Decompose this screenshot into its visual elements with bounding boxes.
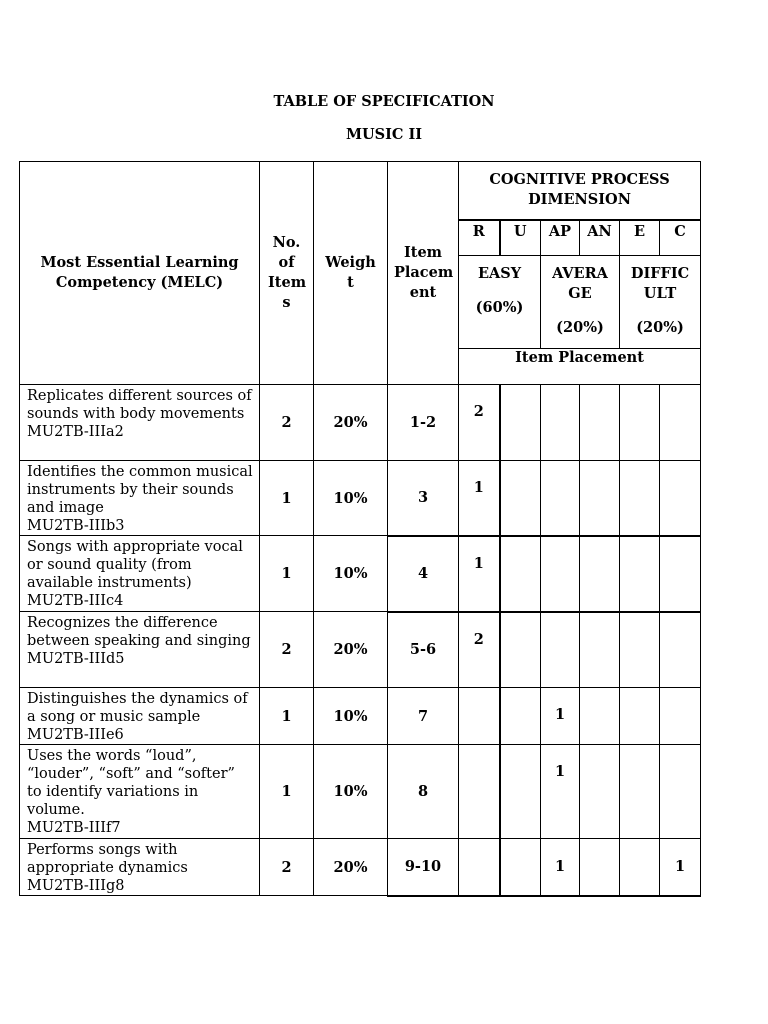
- specification-table: [19, 161, 701, 897]
- level-cell-u: [500, 688, 541, 745]
- level-cell-e: [620, 385, 660, 461]
- level-header-e: E: [620, 220, 660, 256]
- no-of-items-cell: 2: [260, 839, 314, 896]
- level-cell-c: [660, 461, 701, 536]
- level-header-c: C: [660, 220, 701, 256]
- melc-cell: [20, 688, 260, 745]
- melc-cell: [20, 839, 260, 896]
- melc-code: MU2TB-IIIe6: [27, 727, 124, 743]
- header-cognitive-process: COGNITIVE PROCESS DIMENSION: [459, 162, 701, 220]
- difficulty-average-label: AVERA GE: [552, 265, 608, 302]
- no-of-items-cell: 2: [260, 385, 314, 461]
- table-row: [20, 612, 701, 688]
- level-cell-an: [580, 461, 620, 536]
- table-row: [20, 688, 701, 745]
- weight-cell: 20%: [314, 612, 388, 688]
- melc-code: MU2TB-IIId5: [27, 651, 125, 667]
- level-cell-an: [580, 745, 620, 839]
- melc-cell: [20, 612, 260, 688]
- header-weight: Weigh t: [314, 162, 388, 385]
- header-item-placement: Item Placem ent: [388, 162, 459, 385]
- level-cell-r: 2: [459, 612, 500, 688]
- no-of-items-cell: 1: [260, 745, 314, 839]
- level-cell-u: [500, 385, 541, 461]
- melc-cell: [20, 461, 260, 536]
- level-header-an: AN: [580, 220, 620, 256]
- level-cell-r: 1: [459, 536, 500, 612]
- level-header-u: U: [500, 220, 541, 256]
- level-cell-u: [500, 461, 541, 536]
- level-cell-u: [500, 536, 541, 612]
- difficulty-average: [541, 256, 620, 349]
- level-cell-r: [459, 688, 500, 745]
- level-cell-u: [500, 612, 541, 688]
- level-cell-r: 1: [459, 461, 500, 536]
- level-cell-an: [580, 536, 620, 612]
- table-row: [20, 461, 701, 536]
- weight-cell: 10%: [314, 745, 388, 839]
- level-cell-an: [580, 385, 620, 461]
- level-cell-e: [620, 536, 660, 612]
- no-of-items-cell: 1: [260, 688, 314, 745]
- level-header-r: R: [459, 220, 500, 256]
- level-cell-r: [459, 839, 500, 896]
- weight-cell: 20%: [314, 385, 388, 461]
- level-cell-e: [620, 612, 660, 688]
- item-placement-cell: 9-10: [388, 839, 459, 896]
- melc-code: MU2TB-IIIa2: [27, 424, 124, 440]
- level-cell-an: [580, 839, 620, 896]
- weight-cell: 10%: [314, 536, 388, 612]
- level-cell-c: [660, 688, 701, 745]
- melc-description: Songs with appropriate vocal or sound quality (from available instruments): [27, 539, 243, 591]
- difficulty-average-percent: (20%): [556, 319, 604, 336]
- table-row: [20, 385, 701, 461]
- no-of-items-cell: 1: [260, 536, 314, 612]
- table-row: [20, 536, 701, 612]
- no-of-items-cell: 2: [260, 612, 314, 688]
- melc-cell: [20, 745, 260, 839]
- melc-description: Performs songs with appropriate dynamics: [27, 842, 188, 876]
- level-cell-e: [620, 839, 660, 896]
- level-cell-c: 1: [660, 839, 701, 896]
- item-placement-cell: 5-6: [388, 612, 459, 688]
- item-placement-cell: 7: [388, 688, 459, 745]
- melc-code: MU2TB-IIIc4: [27, 593, 124, 609]
- difficulty-difficult-label: DIFFIC ULT: [630, 265, 690, 302]
- melc-cell: [20, 536, 260, 612]
- weight-cell: 10%: [314, 461, 388, 536]
- header-item-placement-sub: Item Placement: [459, 349, 701, 385]
- no-of-items-cell: 1: [260, 461, 314, 536]
- item-placement-cell: 3: [388, 461, 459, 536]
- level-cell-ap: [541, 612, 580, 688]
- item-placement-cell: 8: [388, 745, 459, 839]
- weight-cell: 10%: [314, 688, 388, 745]
- melc-code: MU2TB-IIIg8: [27, 878, 125, 894]
- level-cell-u: [500, 839, 541, 896]
- header-row-cognitive: [20, 162, 701, 220]
- difficulty-easy-label: EASY: [477, 265, 522, 282]
- item-placement-cell: 1-2: [388, 385, 459, 461]
- difficulty-easy: [459, 256, 541, 349]
- melc-description: Replicates different sources of sounds with body movements: [27, 388, 252, 422]
- level-cell-r: [459, 745, 500, 839]
- level-cell-e: [620, 461, 660, 536]
- melc-code: MU2TB-IIIb3: [27, 518, 125, 534]
- header-melc: Most Essential Learning Competency (MELC): [20, 162, 260, 385]
- level-cell-an: [580, 688, 620, 745]
- level-cell-ap: [541, 385, 580, 461]
- weight-cell: 20%: [314, 839, 388, 896]
- level-cell-an: [580, 612, 620, 688]
- table-row: [20, 839, 701, 896]
- level-cell-r: 2: [459, 385, 500, 461]
- level-cell-ap: [541, 536, 580, 612]
- level-cell-c: [660, 536, 701, 612]
- difficulty-difficult-percent: (20%): [636, 319, 684, 336]
- melc-description: Uses the words “loud”, “louder”, “soft” and “softer” to identify variations in volume.: [27, 748, 235, 818]
- melc-code: MU2TB-IIIf7: [27, 820, 121, 836]
- item-placement-cell: 4: [388, 536, 459, 612]
- difficulty-difficult: [620, 256, 701, 349]
- level-cell-c: [660, 612, 701, 688]
- level-cell-c: [660, 385, 701, 461]
- level-cell-e: [620, 688, 660, 745]
- level-cell-ap: 1: [541, 688, 580, 745]
- level-cell-ap: 1: [541, 839, 580, 896]
- melc-description: Identifies the common musical instruments by their sounds and image: [27, 464, 253, 516]
- document-title: TABLE OF SPECIFICATION: [273, 93, 495, 110]
- difficulty-easy-percent: (60%): [475, 299, 524, 316]
- table-row: [20, 745, 701, 839]
- level-header-ap: AP: [541, 220, 580, 256]
- header-no-of-items: No. of Item s: [260, 162, 314, 385]
- melc-description: Distinguishes the dynamics of a song or music sample: [27, 691, 248, 725]
- level-cell-u: [500, 745, 541, 839]
- melc-description: Recognizes the difference between speaking and singing: [27, 615, 251, 649]
- level-cell-e: [620, 745, 660, 839]
- document-subtitle: MUSIC II: [345, 126, 423, 143]
- level-cell-ap: [541, 461, 580, 536]
- melc-cell: [20, 385, 260, 461]
- level-cell-ap: 1: [541, 745, 580, 839]
- level-cell-c: [660, 745, 701, 839]
